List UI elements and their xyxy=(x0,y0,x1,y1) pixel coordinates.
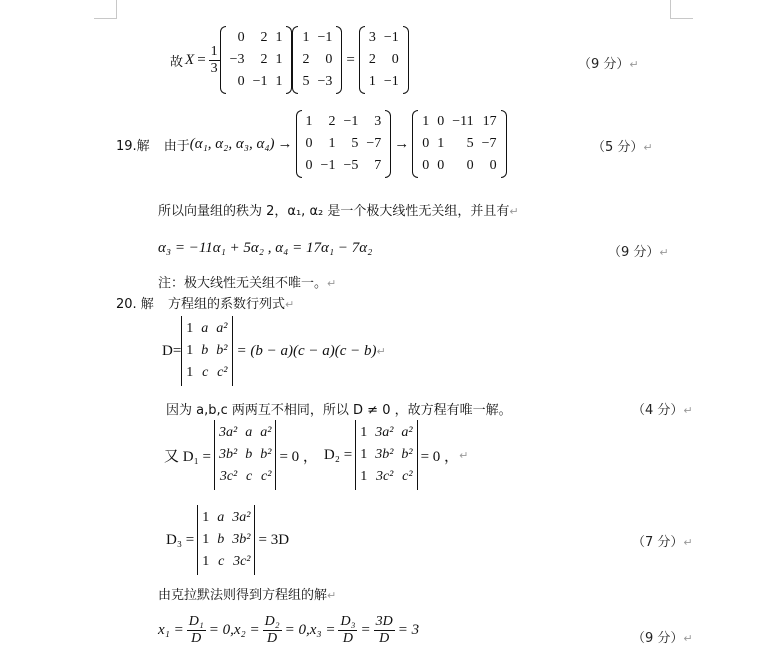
matrix-cell: 3 xyxy=(368,30,376,45)
q19-eq-line: α₃ = −11α₁ + 5α₂ , α₄ = 17α₁ − 7α₂ xyxy=(158,240,373,256)
matrix-cell: c² xyxy=(217,365,228,380)
q20-d-prefix: D= xyxy=(162,342,182,359)
matrix-cell: 3c² xyxy=(219,469,238,484)
matrix-cell: 3b² xyxy=(219,447,238,462)
q19-line xyxy=(116,110,507,178)
q19-score-1: （5 分）↵ xyxy=(592,140,653,155)
q18-var: X xyxy=(185,51,195,68)
matrix-cell: −1 xyxy=(252,74,268,89)
matrix-cell: 1 xyxy=(302,30,310,45)
q18-eq: = xyxy=(197,51,206,68)
q18-m2-rparen xyxy=(336,26,342,94)
q20-d-right-bar xyxy=(232,316,233,386)
matrix-cell: a xyxy=(245,425,253,440)
matrix-cell: 2 xyxy=(302,52,310,67)
q19-matrix-1 xyxy=(302,111,386,177)
matrix-cell: 3a² xyxy=(232,510,251,525)
q20-r3: = 3 xyxy=(397,622,420,638)
matrix-cell: −1 xyxy=(320,158,336,173)
q19-label: 19.解 xyxy=(116,138,150,154)
matrix-cell: 2 xyxy=(260,30,268,45)
matrix-cell: 3b² xyxy=(232,532,251,547)
q20-score-3: （9 分）↵ xyxy=(632,631,693,646)
q20-det-d2 xyxy=(356,422,416,488)
q20-x3: x₃ = xyxy=(309,622,336,638)
matrix-cell: b² xyxy=(401,447,413,462)
q18-matrix-1 xyxy=(226,27,287,93)
matrix-cell: 1 xyxy=(186,321,194,336)
matrix-cell: 1 xyxy=(368,74,376,89)
q20-d-line: D= 1 a a² 1 b b² 1 c c² = (b − a)(c − a)(c − b) ↵ xyxy=(162,316,386,386)
q20-d2-result: = 0 ， xyxy=(420,448,460,465)
matrix-cell: 0 xyxy=(422,158,430,173)
q19-tuple: (α₁, α₂, α₃, α₄) xyxy=(189,135,275,152)
matrix-cell: b² xyxy=(216,343,228,358)
matrix-cell: −1 xyxy=(343,114,359,129)
q20-det-d3 xyxy=(198,507,254,573)
matrix-cell: 1 xyxy=(202,510,210,525)
matrix-cell: 3c² xyxy=(233,554,251,569)
matrix-cell: 1 xyxy=(202,532,210,547)
matrix-cell: c² xyxy=(261,469,272,484)
matrix-cell: 1 xyxy=(186,343,194,358)
q20-solution-line xyxy=(158,614,419,647)
matrix-cell: −5 xyxy=(343,158,359,173)
matrix-cell: a² xyxy=(216,321,228,336)
matrix-cell: −1 xyxy=(383,30,399,45)
q20-r2: = 0, xyxy=(284,622,310,638)
matrix-cell: 3a² xyxy=(375,425,394,440)
matrix-cell: c xyxy=(218,554,225,569)
matrix-cell: b² xyxy=(260,447,272,462)
q20-d1-d2-line: 又 D₁ = 3a² a a² 3b² b b² 3c² c c² = 0 ， D₂ = 1 3a² a² 1 3b² b² 1 3c² c² = 0 ， ↵ xyxy=(164,420,468,490)
matrix-cell: 5 xyxy=(466,136,474,151)
matrix-cell: 1 xyxy=(437,136,445,151)
q20-frac-1: $\frac{\text{D₁}}{D}$ xyxy=(188,614,204,646)
q18-prefix: 故 xyxy=(170,54,184,70)
matrix-cell: b xyxy=(217,532,225,547)
q18-m3-rparen xyxy=(403,26,409,94)
q19-score-2: （9 分）↵ xyxy=(608,245,669,260)
matrix-cell: 1 xyxy=(360,447,368,462)
matrix-cell: 1 xyxy=(275,74,283,89)
matrix-cell: 1 xyxy=(275,30,283,45)
q19-arrow-2: → xyxy=(394,135,410,152)
q19-matrix-2 xyxy=(418,111,500,177)
q20-d3-result: = 3D xyxy=(258,531,290,548)
matrix-cell: 1 xyxy=(328,136,336,151)
q18-score: （9 分）↵ xyxy=(578,57,639,72)
matrix-cell: 3a² xyxy=(219,425,238,440)
q20-unique-text: 因为 a,b,c 两两互不相同，所以 D ≠ 0 ，故方程有唯一解。 xyxy=(166,403,512,418)
q18-matrix-2 xyxy=(298,27,336,93)
q20-label: 20. 解 xyxy=(116,297,154,312)
q20-d1-result: = 0 ， xyxy=(279,448,318,465)
matrix-cell: −1 xyxy=(383,74,399,89)
matrix-cell: 5 xyxy=(351,136,359,151)
q19-m2-rparen xyxy=(501,110,507,178)
matrix-cell: −1 xyxy=(317,30,333,45)
q20-cramer-text: 由克拉默法则得到方程组的解↵ xyxy=(158,588,337,603)
matrix-cell: 5 xyxy=(302,74,310,89)
matrix-cell: −11 xyxy=(452,114,474,129)
q18-matrix-3 xyxy=(365,27,403,93)
matrix-cell: −3 xyxy=(317,74,333,89)
matrix-cell: 0 xyxy=(422,136,430,151)
q20-frac-2: $\frac{\text{D₂}}{D}$ xyxy=(264,614,280,646)
matrix-cell: 1 xyxy=(360,425,368,440)
matrix-cell: 0 xyxy=(237,30,245,45)
matrix-cell: 0 xyxy=(391,52,399,67)
q20-eqm: = xyxy=(360,622,371,638)
matrix-cell: 2 xyxy=(368,52,376,67)
matrix-cell: 0 xyxy=(466,158,474,173)
matrix-cell: 3b² xyxy=(375,447,394,462)
matrix-cell: a² xyxy=(260,425,272,440)
q18-fraction: $\frac{1}{3}$ xyxy=(210,43,218,76)
q20-d2-prefix: D₂ = xyxy=(323,446,353,463)
matrix-cell: 3 xyxy=(374,114,382,129)
page-corner-top-left xyxy=(94,0,117,19)
matrix-cell: 0 xyxy=(305,158,313,173)
q20-d3-prefix: D₃ = xyxy=(166,531,195,548)
q19-m1-rparen xyxy=(385,110,391,178)
q20-intro: 方程组的系数行列式 xyxy=(167,297,285,312)
matrix-cell: 1 xyxy=(422,114,430,129)
q19-note: 注：极大线性无关组不唯一。↵ xyxy=(158,276,337,291)
q20-frac-4: $\frac{3D}{D}$ xyxy=(375,614,393,646)
matrix-cell: b xyxy=(245,447,253,462)
matrix-cell: 1 xyxy=(360,469,368,484)
q19-arrow-1: → xyxy=(277,135,293,152)
matrix-cell: 1 xyxy=(202,554,210,569)
q20-score-2: （7 分）↵ xyxy=(632,535,693,550)
q20-d1-prefix: 又 D₁ = xyxy=(164,448,212,465)
matrix-cell: −3 xyxy=(229,52,245,67)
matrix-cell: 2 xyxy=(328,114,336,129)
matrix-cell: 0 xyxy=(237,74,245,89)
matrix-cell: 0 xyxy=(305,136,313,151)
matrix-cell: 17 xyxy=(482,114,497,129)
matrix-cell: a xyxy=(201,321,209,336)
matrix-cell: 1 xyxy=(186,365,194,380)
matrix-cell: −7 xyxy=(481,136,497,151)
q18-eq2: = xyxy=(346,51,355,68)
q20-x2: x₂ = xyxy=(233,622,260,638)
q20-x1: x₁ = xyxy=(158,622,184,638)
matrix-cell: a² xyxy=(401,425,413,440)
matrix-cell: 0 xyxy=(489,158,497,173)
matrix-cell: 0 xyxy=(437,158,445,173)
q20-intro-line: 20. 解 方程组的系数行列式↵ xyxy=(116,297,295,312)
matrix-cell: 7 xyxy=(374,158,382,173)
matrix-cell: 1 xyxy=(275,52,283,67)
q20-d1-right-bar xyxy=(275,420,276,490)
matrix-cell: c² xyxy=(402,469,413,484)
q20-d2-right-bar xyxy=(417,420,418,490)
matrix-cell: −7 xyxy=(366,136,382,151)
page-corner-top-right xyxy=(670,0,693,19)
q19-rank-text: 所以向量组的秩为 2，α₁, α₂ 是一个极大线性无关组，并且有↵ xyxy=(158,204,519,219)
matrix-cell: a xyxy=(217,510,225,525)
matrix-cell: 1 xyxy=(305,114,313,129)
matrix-cell: 2 xyxy=(260,52,268,67)
q20-det-d1 xyxy=(215,422,275,488)
q20-d3-right-bar xyxy=(254,505,255,575)
matrix-cell: 0 xyxy=(325,52,333,67)
q20-frac-3: $\frac{\text{D₃}}{D}$ xyxy=(340,614,356,646)
q20-d-result: = (b − a)(c − a)(c − b) xyxy=(236,342,377,359)
matrix-cell: 0 xyxy=(437,114,445,129)
matrix-cell: 3c² xyxy=(375,469,394,484)
q20-det-d xyxy=(182,318,231,384)
q18-result-line xyxy=(170,26,409,94)
q20-d3-line xyxy=(166,505,289,575)
matrix-cell: c xyxy=(246,469,253,484)
matrix-cell: b xyxy=(201,343,209,358)
q20-score-1: （4 分）↵ xyxy=(632,403,693,418)
q19-text1: 由于 xyxy=(163,138,190,154)
matrix-cell: c xyxy=(202,365,209,380)
q20-r1: = 0, xyxy=(208,622,234,638)
